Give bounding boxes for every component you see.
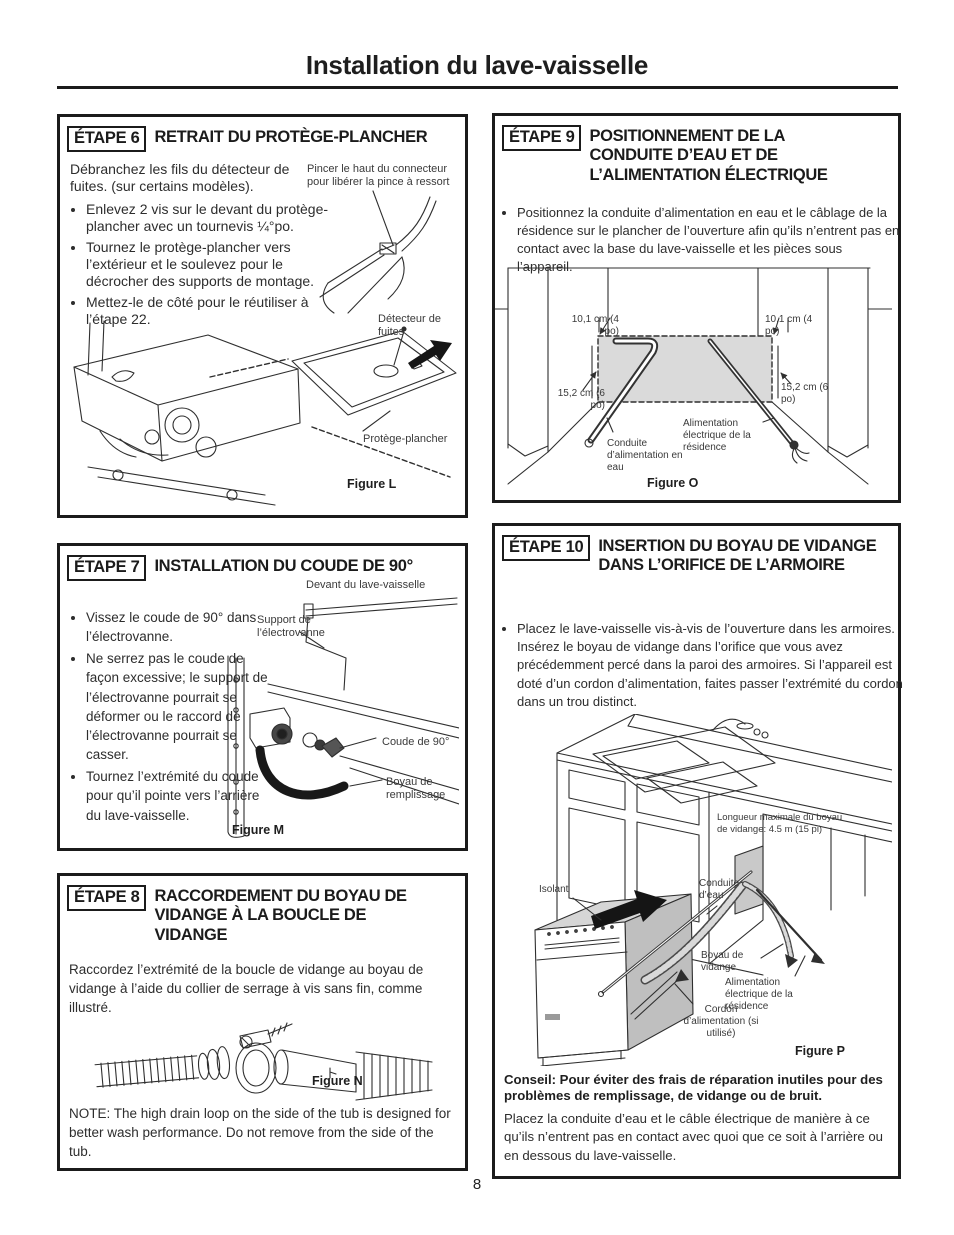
step10-tip-body: Placez la conduite d’eau et le câble électrique de manière à ce qu’ils n’entrent pas en contact avec quoi que ce soit à l’arrière ou en dessous du lave-vaisselle. [504,1111,883,1163]
step6-callout: Pincer le haut du connecteur pour libérer la pince à ressort [307,163,450,188]
figure-o-caption: Figure O [647,476,699,490]
step6-intro: Débranchez les fils du détecteur de fuites. (sur certains modèles). [70,161,290,195]
water-supply-label: Conduite d’alimentation en eau [607,438,683,473]
dim-side-left-label: 15,2 cm (6 po) [557,388,605,411]
step8-header [60,876,465,945]
page-title: Installation du lave-vaisselle [305,50,649,80]
step7-badge: ÉTAPE 7 [67,555,146,581]
figure-o-drawing [495,262,892,492]
title-rule [57,86,898,89]
step10-bullet-list [501,620,903,714]
figure-l-drawing [60,319,459,509]
figure-m-caption: Figure M [232,823,285,837]
floor-shield-label: Protège-plancher [363,433,448,445]
dim-top-left-label: 10,1 cm (4 po) [571,314,619,337]
dim-side-right-label: 15,2 cm (6 po) [781,382,829,405]
figure-n-caption: Figure N [312,1074,363,1088]
step8-section [57,873,468,1171]
power-cord-label: Cordon d’alimentation (si utilisé) [683,1004,759,1039]
step7-title: INSTALLATION DU COUDE DE 90° [154,557,413,575]
step10-bullet: • Placez le lave-vaisselle vis-à-vis de l’ouverture dans les armoires. Insérez le boyau de vidange dans l’orifice que vous avez précédemment percé dans la paroi des armoires. Si l’appareil est doté d’un cordon d’alimentation, faites passer l’extrémité du cordon dans un trou distinct. [517,620,903,711]
step9-title: POSITIONNEMENT DE LA CONDUITE D’EAU ET DE L’ALIMENTATION ÉLECTRIQUE [589,127,828,184]
step8-body: Raccordez l’extrémité de la boucle de vidange au boyau de vidange à l’aide du collier de serrage à vis sans fin, comme illustré. [69,962,424,1016]
step8-title: RACCORDEMENT DU BOYAU DE VIDANGE À LA BOUCLE DE VIDANGE [154,887,407,944]
connector-clip-drawing [318,187,458,315]
dim-top-right-label: 10,1 cm (4 po) [765,314,813,337]
step6-bullet: • Tournez le protège-plancher vers l’extérieur et le soulevez pour le décrocher des supports de montage. [86,239,336,291]
step7-header [60,546,465,581]
step10-badge: ÉTAPE 10 [502,535,590,561]
elbow-label: Coude de 90° [382,736,450,748]
page-number: 8 [472,1176,482,1193]
step6-bullet-list [70,201,336,332]
step7-bullet: • Ne serrez pas le coude de façon excessive; le support de l’électrovanne pourrait se déformer ou le raccord de l’électrovanne pourrait se casser. [86,649,271,764]
step9-badge: ÉTAPE 9 [502,125,581,151]
drain-hose-label: Boyau de vidange [701,950,744,973]
step9-header [495,116,898,185]
max-hose-length-label: Longueur maximale du boyau de vidange: 4.5 m (15 pi) [717,812,843,835]
step7-section [57,543,468,851]
figure-n-drawing [90,1018,435,1110]
step6-bullet: • Mettez-le de côté pour le réutiliser à l’étape 22. [86,294,336,329]
step6-header [60,117,465,152]
step10-tip-bold: Conseil: Pour éviter des frais de réparation inutiles pour des problèmes de remplissage, de vidange ou de bruit. [504,1072,883,1104]
valve-bracket-label: Support de l’électrovanne [257,614,325,639]
water-line-label: Conduite d’eau [699,878,740,901]
step10-title: INSERTION DU BOYAU DE VIDANGE DANS L’ORIFICE DE L’ARMOIRE [598,537,877,575]
leak-detector-label: Détecteur de fuites [378,313,441,338]
step8-note: NOTE: The high drain loop on the side of the tub is designed for better wash performance. Do not remove from the side of the tub. [69,1106,451,1160]
fill-hose-label: Boyau de remplissage [386,776,446,801]
step6-section [57,114,468,518]
dishwasher-front-label: Devant du lave-vaisselle [306,579,426,591]
house-power-label: Alimentation électrique de la résidence [725,977,793,1012]
step9-bullet: • Positionnez la conduite d’alimentation en eau et le câblage de la résidence sur le plancher de l’ouverture afin qu’ils n’entrent pas en contact avec la base du lave-vaisselle et les pièces sous l’appareil. [517,204,901,276]
step10-section [492,523,901,1179]
step7-bullet: • Vissez le coude de 90° dans l’électrovanne. [86,608,271,646]
figure-l-caption: Figure L [347,477,397,491]
step10-header [495,526,898,576]
figure-p-caption: Figure P [795,1044,846,1058]
step7-bullet: • Tournez l’extrémité du coude pour qu’il pointe vers l’arrière du lave-vaisselle. [86,767,271,824]
step6-title: RETRAIT DU PROTÈGE-PLANCHER [154,128,428,146]
step8-badge: ÉTAPE 8 [67,885,146,911]
house-power-label: Alimentation électrique de la résidence [683,418,751,453]
step9-section [492,113,901,503]
step6-badge: ÉTAPE 6 [67,126,146,152]
step6-bullet: • Enlevez 2 vis sur le devant du protège-plancher avec un tournevis ¼°po. [86,201,336,236]
insulation-label: Isolant [539,884,569,895]
